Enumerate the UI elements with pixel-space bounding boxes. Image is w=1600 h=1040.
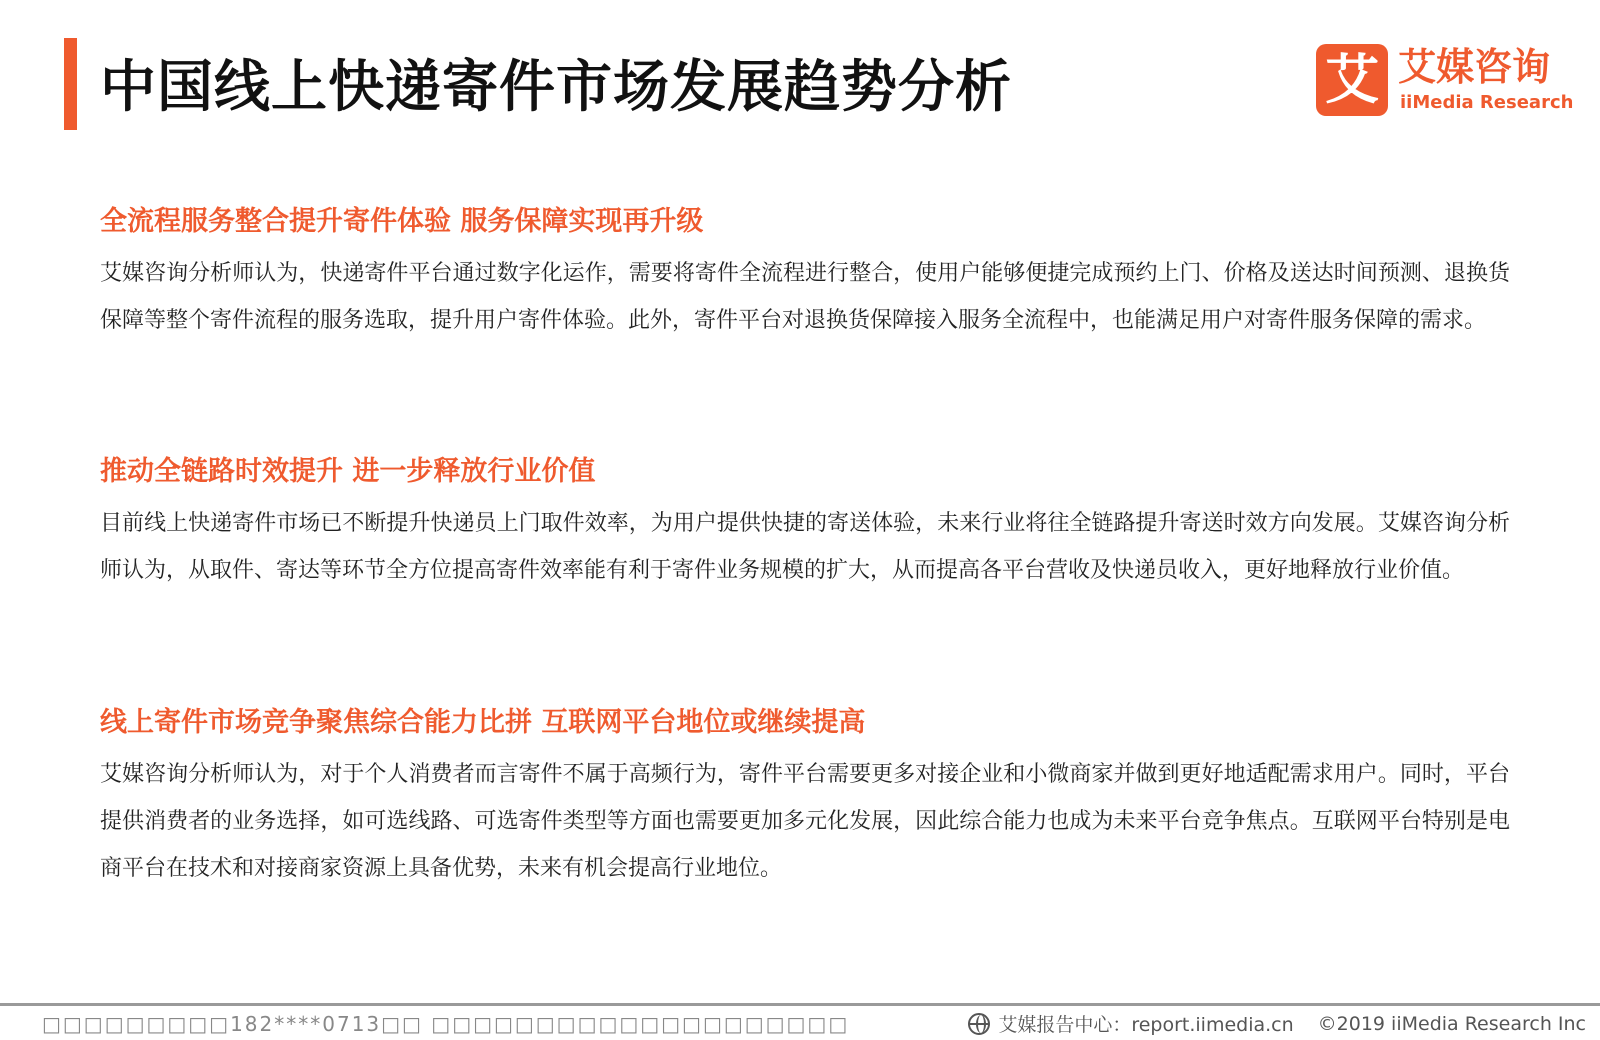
section-heading: 推动全链路时效提升 进一步释放行业价值: [100, 456, 596, 487]
logo-en-text: iiMedia Research: [1400, 92, 1574, 113]
brand-logo: [1316, 44, 1576, 120]
footer-site-link[interactable]: 艾媒报告中心：report.iimedia.cn: [998, 1014, 1294, 1036]
section-body: 目前线上快递寄件市场已不断提升快递员上门取件效率，为用户提供快捷的寄送体验，未来行业将往全链路提升寄送时效方向发展。艾媒咨询分析师认为，从取件、寄达等环节全方位提高寄件效率能有利于寄件业务规模的扩大，从而提高各平台营收及快递员收入，更好地释放行业价值。: [100, 511, 1510, 583]
footer-watermark: □□□□□□□□□182****0713□□ □□□□□□□□□□□□□□□□□□□□: [42, 1012, 850, 1036]
footer-info: [968, 1010, 1586, 1037]
footer-copyright: ©2019 iiMedia Research Inc: [1317, 1012, 1586, 1035]
section-body: 艾媒咨询分析师认为，对于个人消费者而言寄件不属于高频行为，寄件平台需要更多对接企业和小微商家并做到更好地适配需求用户。同时，平台提供消费者的业务选择，如可选线路、可选寄件类型等方面也需要更加多元化发展，因此综合能力也成为未来平台竞争焦点。互联网平台特别是电商平台在技术和对接商家资源上具备优势，未来有机会提高行业地位。: [100, 762, 1510, 881]
page-title: 中国线上快递寄件市场发展趋势分析: [100, 55, 1012, 120]
logo-mark: 艾: [1316, 44, 1388, 116]
section-body: 艾媒咨询分析师认为，快递寄件平台通过数字化运作，需要将寄件全流程进行整合，使用户能够便捷完成预约上门、价格及送达时间预测、退换货保障等整个寄件流程的服务选取，提升用户寄件体验。此外，寄件平台对退换货保障接入服务全流程中，也能满足用户对寄件服务保障的需求。: [100, 261, 1510, 333]
globe-icon: [968, 1013, 990, 1035]
section-heading: 线上寄件市场竞争聚焦综合能力比拼 互联网平台地位或继续提高: [100, 707, 866, 738]
footer-divider: [0, 1003, 1600, 1006]
title-accent-bar: [64, 38, 77, 130]
section-heading: 全流程服务整合提升寄件体验 服务保障实现再升级: [100, 206, 704, 237]
section-service-integration: [100, 202, 1510, 344]
section-timeliness: [100, 452, 1510, 594]
logo-cn-text: 艾媒咨询: [1398, 45, 1551, 89]
section-competition: [100, 703, 1510, 892]
